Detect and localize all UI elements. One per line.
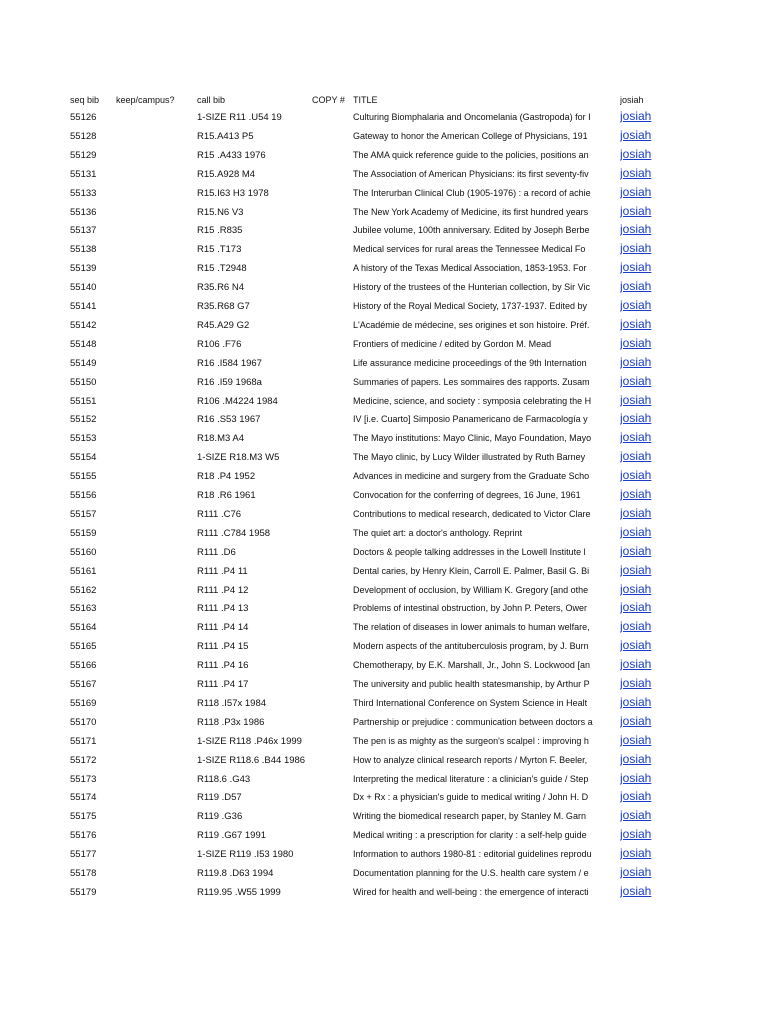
table-row	[0, 146, 768, 165]
table-row	[0, 203, 768, 222]
table-row	[0, 524, 768, 543]
table-row	[0, 807, 768, 826]
seq-bib-cell: 55157	[70, 508, 97, 520]
josiah-link[interactable]: josiah	[620, 430, 652, 445]
title-cell: Life assurance medicine proceedings of the 9th Internation	[353, 357, 587, 368]
table-row	[0, 316, 768, 335]
josiah-link[interactable]: josiah	[620, 808, 652, 823]
title-cell: Chemotherapy, by E.K. Marshall, Jr., John S. Lockwood [an	[353, 660, 590, 671]
title-cell: Gateway to honor the American College of Physicians, 191	[353, 130, 588, 141]
josiah-link[interactable]: josiah	[620, 241, 652, 256]
josiah-link[interactable]: josiah	[620, 354, 652, 369]
title-cell: The pen is as mighty as the surgeon's scalpel : improving h	[353, 735, 589, 746]
call-bib-cell: R16 .I59 1968a	[197, 376, 262, 388]
seq-bib-cell: 55153	[70, 433, 97, 445]
title-cell: How to analyze clinical research reports / Myrton F. Beeler,	[353, 754, 588, 765]
josiah-link[interactable]: josiah	[620, 657, 652, 672]
josiah-link[interactable]: josiah	[620, 846, 652, 861]
header-call-bib: call bib	[197, 95, 226, 105]
seq-bib-cell: 55142	[70, 319, 97, 331]
title-cell: Partnership or prejudice : communication between doctors a	[353, 716, 593, 727]
josiah-link[interactable]: josiah	[620, 789, 652, 804]
seq-bib-cell: 55176	[70, 830, 97, 842]
title-cell: Contributions to medical research, dedicated to Victor Clare	[353, 508, 591, 519]
seq-bib-cell: 55174	[70, 792, 97, 804]
josiah-link[interactable]: josiah	[620, 732, 652, 747]
seq-bib-cell: 55141	[70, 301, 97, 312]
call-bib-cell: R15.I63 H3 1978	[197, 187, 269, 199]
header-title: TITLE	[353, 95, 378, 105]
seq-bib-cell: 55165	[70, 641, 97, 653]
title-cell: Summaries of papers. Les sommaires des rapports. Zusam	[353, 376, 590, 387]
title-cell: Problems of intestinal obstruction, by John P. Peters, Ower	[353, 603, 587, 614]
title-cell: The Mayo clinic, by Lucy Wilder illustrated by Ruth Barney	[353, 452, 586, 463]
seq-bib-cell: 55139	[70, 263, 97, 275]
seq-bib-cell: 55129	[70, 149, 97, 161]
call-bib-cell: R15 .T2948	[197, 263, 247, 275]
seq-bib-cell: 55155	[70, 471, 97, 483]
call-bib-cell: R119 .D57	[197, 792, 242, 804]
table-row	[0, 864, 768, 883]
josiah-link[interactable]: josiah	[620, 449, 652, 464]
josiah-link[interactable]: josiah	[620, 581, 652, 596]
title-cell: Medical writing : a prescription for clarity : a self-help guide	[353, 830, 587, 841]
table-row	[0, 713, 768, 732]
josiah-link[interactable]: josiah	[620, 373, 652, 388]
josiah-link[interactable]: josiah	[620, 316, 652, 331]
table-row	[0, 278, 768, 297]
call-bib-cell: R111 .P4 15	[197, 641, 249, 653]
table-row	[0, 581, 768, 600]
josiah-link[interactable]: josiah	[620, 127, 652, 142]
call-bib-cell: R15.N6 V3	[197, 206, 244, 218]
seq-bib-cell: 55138	[70, 244, 97, 256]
table-row	[0, 486, 768, 505]
seq-bib-cell: 55136	[70, 206, 97, 218]
table-row	[0, 845, 768, 864]
josiah-link[interactable]: josiah	[620, 713, 652, 728]
title-cell: Medical services for rural areas the Tennessee Medical Fo	[353, 244, 586, 255]
josiah-link[interactable]: josiah	[620, 505, 652, 520]
call-bib-cell: R15.A928 M4	[197, 168, 256, 180]
call-bib-cell: R106 .M4224 1984	[197, 395, 278, 407]
call-bib-cell: R111 .P4 14	[197, 622, 249, 634]
call-bib-cell: R18.M3 A4	[197, 433, 244, 445]
table-row	[0, 788, 768, 807]
seq-bib-cell: 55161	[70, 565, 97, 577]
call-bib-cell: 1-SIZE R11 .U54 19	[197, 112, 282, 123]
seq-bib-cell: 55162	[70, 584, 97, 596]
title-cell: Wired for health and well-being : the emergence of interacti	[353, 886, 589, 897]
call-bib-cell: R118 .P3x 1986	[197, 716, 265, 728]
josiah-link[interactable]: josiah	[620, 411, 652, 426]
title-cell: The Mayo institutions: Mayo Clinic, Mayo Foundation, Mayo	[353, 433, 592, 444]
seq-bib-cell: 55149	[70, 357, 97, 369]
title-cell: A history of the Texas Medical Association, 1853-1953. For	[353, 263, 587, 274]
call-bib-cell: R119 .G67 1991	[197, 830, 267, 842]
josiah-link[interactable]: josiah	[620, 827, 652, 842]
josiah-link[interactable]: josiah	[620, 751, 652, 766]
seq-bib-cell: 55170	[70, 716, 97, 728]
title-cell: Dental caries, by Henry Klein, Carroll E. Palmer, Basil G. Bi	[353, 565, 590, 576]
seq-bib-cell: 55159	[70, 527, 97, 539]
seq-bib-cell: 55137	[70, 225, 97, 237]
josiah-link[interactable]: josiah	[620, 260, 652, 275]
call-bib-cell: R15.A413 P5	[197, 130, 254, 142]
josiah-link[interactable]: josiah	[620, 600, 652, 615]
table-row	[0, 562, 768, 581]
seq-bib-cell: 55156	[70, 490, 97, 501]
call-bib-cell: R111 .P4 17	[197, 679, 249, 690]
table-row	[0, 543, 768, 562]
call-bib-cell: R45.A29 G2	[197, 319, 250, 331]
title-cell: The quiet art: a doctor's anthology. Reprint	[353, 527, 523, 538]
call-bib-cell: R35.R68 G7	[197, 301, 250, 312]
title-cell: The New York Academy of Medicine, its first hundred years	[353, 206, 589, 217]
call-bib-cell: R111 .D6	[197, 546, 236, 558]
josiah-link[interactable]: josiah	[620, 184, 652, 199]
header-josiah: josiah	[620, 95, 644, 105]
title-cell: The Interurban Clinical Club (1905-1976) : a record of achie	[353, 187, 591, 198]
call-bib-cell: R18 .R6 1961	[197, 490, 256, 501]
title-cell: The AMA quick reference guide to the policies, positions an	[353, 149, 589, 160]
table-row	[0, 127, 768, 146]
call-bib-cell: R119 .G36	[197, 811, 243, 823]
josiah-link[interactable]: josiah	[620, 638, 652, 653]
table-row	[0, 505, 768, 524]
seq-bib-cell: 55131	[70, 168, 97, 180]
josiah-link[interactable]: josiah	[620, 298, 652, 312]
table-row	[0, 618, 768, 637]
seq-bib-cell: 55175	[70, 811, 97, 823]
table-row	[0, 694, 768, 713]
seq-bib-cell: 55166	[70, 660, 97, 672]
seq-bib-cell: 55167	[70, 679, 97, 690]
header-keep-campus: keep/campus?	[116, 95, 175, 105]
table-row	[0, 429, 768, 448]
title-cell: L'Académie de médecine, ses origines et son histoire. Préf.	[353, 319, 590, 330]
seq-bib-cell: 55177	[70, 849, 97, 861]
josiah-link[interactable]: josiah	[620, 468, 652, 483]
call-bib-cell: 1-SIZE R118 .P46x 1999	[197, 735, 302, 747]
title-cell: The university and public health statesmanship, by Arthur P	[353, 679, 590, 689]
table-row	[0, 184, 768, 203]
header-seq-bib: seq bib	[70, 95, 100, 105]
title-cell: Development of occlusion, by William K. Gregory [and othe	[353, 584, 589, 595]
seq-bib-cell: 55163	[70, 603, 97, 615]
josiah-link[interactable]: josiah	[620, 146, 652, 161]
title-cell: The Association of American Physicians: its first seventy-fiv	[353, 168, 589, 179]
josiah-link[interactable]: josiah	[620, 222, 652, 237]
title-cell: IV [i.e. Cuarto] Simposio Panamericano de Farmacología y	[353, 414, 588, 425]
josiah-link[interactable]: josiah	[620, 109, 652, 123]
call-bib-cell: R118.6 .G43	[197, 773, 251, 785]
table-row	[0, 259, 768, 278]
josiah-link[interactable]: josiah	[620, 279, 652, 294]
title-cell: Doctors & people talking addresses in the Lowell Institute l	[353, 546, 586, 557]
table-row	[0, 373, 768, 392]
seq-bib-cell: 55150	[70, 376, 97, 388]
seq-bib-cell: 55172	[70, 754, 97, 766]
header-copy: COPY #	[312, 95, 345, 105]
table-row	[0, 637, 768, 656]
title-cell: Jubilee volume, 100th anniversary. Edited by Joseph Berbe	[353, 225, 590, 236]
seq-bib-cell: 55151	[70, 395, 97, 407]
josiah-link[interactable]: josiah	[620, 392, 652, 407]
title-cell: Information to authors 1980-81 : editorial guidelines reprodu	[353, 849, 592, 860]
call-bib-cell: 1-SIZE R119 .I53 1980	[197, 849, 294, 861]
josiah-link[interactable]: josiah	[620, 487, 652, 501]
table-row	[0, 599, 768, 618]
call-bib-cell: R35.R6 N4	[197, 282, 244, 294]
seq-bib-cell: 55133	[70, 187, 97, 199]
seq-bib-cell: 55164	[70, 622, 97, 634]
title-cell: Frontiers of medicine / edited by Gordon M. Mead	[353, 338, 552, 349]
call-bib-cell: R15 .A433 1976	[197, 149, 266, 161]
table-row	[0, 335, 768, 354]
josiah-link[interactable]: josiah	[620, 165, 652, 180]
call-bib-cell: R106 .F76	[197, 338, 242, 350]
table-row	[0, 826, 768, 845]
title-cell: History of the trustees of the Hunterian collection, by Sir Vic	[353, 282, 590, 293]
table-row	[0, 410, 768, 429]
josiah-link[interactable]: josiah	[620, 524, 652, 539]
table-row	[0, 165, 768, 184]
seq-bib-cell: 55126	[70, 112, 97, 123]
title-cell: Writing the biomedical research paper, by Stanley M. Garn	[353, 811, 586, 822]
seq-bib-cell: 55178	[70, 868, 97, 879]
title-cell: Advances in medicine and surgery from the Graduate Scho	[353, 471, 590, 482]
seq-bib-cell: 55152	[70, 414, 97, 426]
seq-bib-cell: 55173	[70, 773, 97, 785]
table-row	[0, 448, 768, 467]
table-row	[0, 392, 768, 411]
josiah-link[interactable]: josiah	[620, 694, 652, 709]
title-cell: Third International Conference on System Science in Healt	[353, 697, 588, 708]
call-bib-cell: R111 .C76	[197, 508, 242, 520]
seq-bib-cell: 55148	[70, 338, 97, 350]
table-row	[0, 656, 768, 675]
title-cell: Documentation planning for the U.S. health care system / e	[353, 868, 589, 878]
call-bib-cell: R111 .P4 13	[197, 603, 249, 615]
seq-bib-cell: 55179	[70, 886, 97, 898]
call-bib-cell: 1-SIZE R118.6 .B44 1986	[197, 754, 306, 766]
josiah-link[interactable]: josiah	[620, 562, 652, 577]
table-row	[0, 883, 768, 902]
seq-bib-cell: 55154	[70, 452, 97, 464]
title-cell: Culturing Biomphalaria and Oncomelania (Gastropoda) for I	[353, 112, 591, 122]
title-cell: History of the Royal Medical Society, 1737-1937. Edited by	[353, 301, 587, 311]
call-bib-cell: R15 .T173	[197, 244, 242, 256]
seq-bib-cell: 55169	[70, 697, 97, 709]
seq-bib-cell: 55160	[70, 546, 97, 558]
title-cell: Medicine, science, and society : symposia celebrating the H	[353, 395, 592, 406]
table-row	[0, 770, 768, 789]
seq-bib-cell: 55171	[70, 735, 97, 747]
table-row	[0, 297, 768, 316]
call-bib-cell: R111 .C784 1958	[197, 527, 271, 539]
josiah-link[interactable]: josiah	[620, 865, 652, 879]
josiah-link[interactable]: josiah	[620, 676, 652, 690]
call-bib-cell: R15 .R835	[197, 225, 243, 237]
josiah-link[interactable]: josiah	[620, 543, 652, 558]
josiah-link[interactable]: josiah	[620, 203, 652, 218]
call-bib-cell: 1-SIZE R18.M3 W5	[197, 452, 280, 464]
title-cell: Interpreting the medical literature : a clinician's guide / Step	[353, 773, 589, 784]
call-bib-cell: R111 .P4 16	[197, 660, 249, 672]
call-bib-cell: R119.8 .D63 1994	[197, 868, 274, 879]
josiah-link[interactable]: josiah	[620, 619, 652, 634]
table-row	[0, 751, 768, 770]
title-cell: Convocation for the conferring of degrees, 16 June, 1961	[353, 490, 581, 500]
call-bib-cell: R16 .I584 1967	[197, 357, 262, 369]
table-row	[0, 221, 768, 240]
title-cell: Dx + Rx : a physician's guide to medical writing / John H. D	[353, 792, 589, 803]
josiah-link[interactable]: josiah	[620, 883, 652, 898]
title-cell: Modern aspects of the antituberculosis program, by J. Burn	[353, 641, 589, 652]
josiah-link[interactable]: josiah	[620, 335, 652, 350]
table-row	[0, 467, 768, 486]
table-row	[0, 732, 768, 751]
table-row	[0, 108, 768, 127]
seq-bib-cell: 55128	[70, 130, 97, 142]
call-bib-cell: R111 .P4 11	[197, 565, 248, 577]
call-bib-cell: R16 .S53 1967	[197, 414, 261, 426]
table-row	[0, 240, 768, 259]
table-row	[0, 354, 768, 373]
table-row	[0, 675, 768, 694]
seq-bib-cell: 55140	[70, 282, 97, 294]
call-bib-cell: R119.95 .W55 1999	[197, 886, 281, 898]
call-bib-cell: R111 .P4 12	[197, 584, 249, 596]
josiah-link[interactable]: josiah	[620, 770, 652, 785]
title-cell: The relation of diseases in lower animals to human welfare,	[353, 622, 590, 633]
call-bib-cell: R18 .P4 1952	[197, 471, 256, 483]
call-bib-cell: R118 .I57x 1984	[197, 697, 267, 709]
